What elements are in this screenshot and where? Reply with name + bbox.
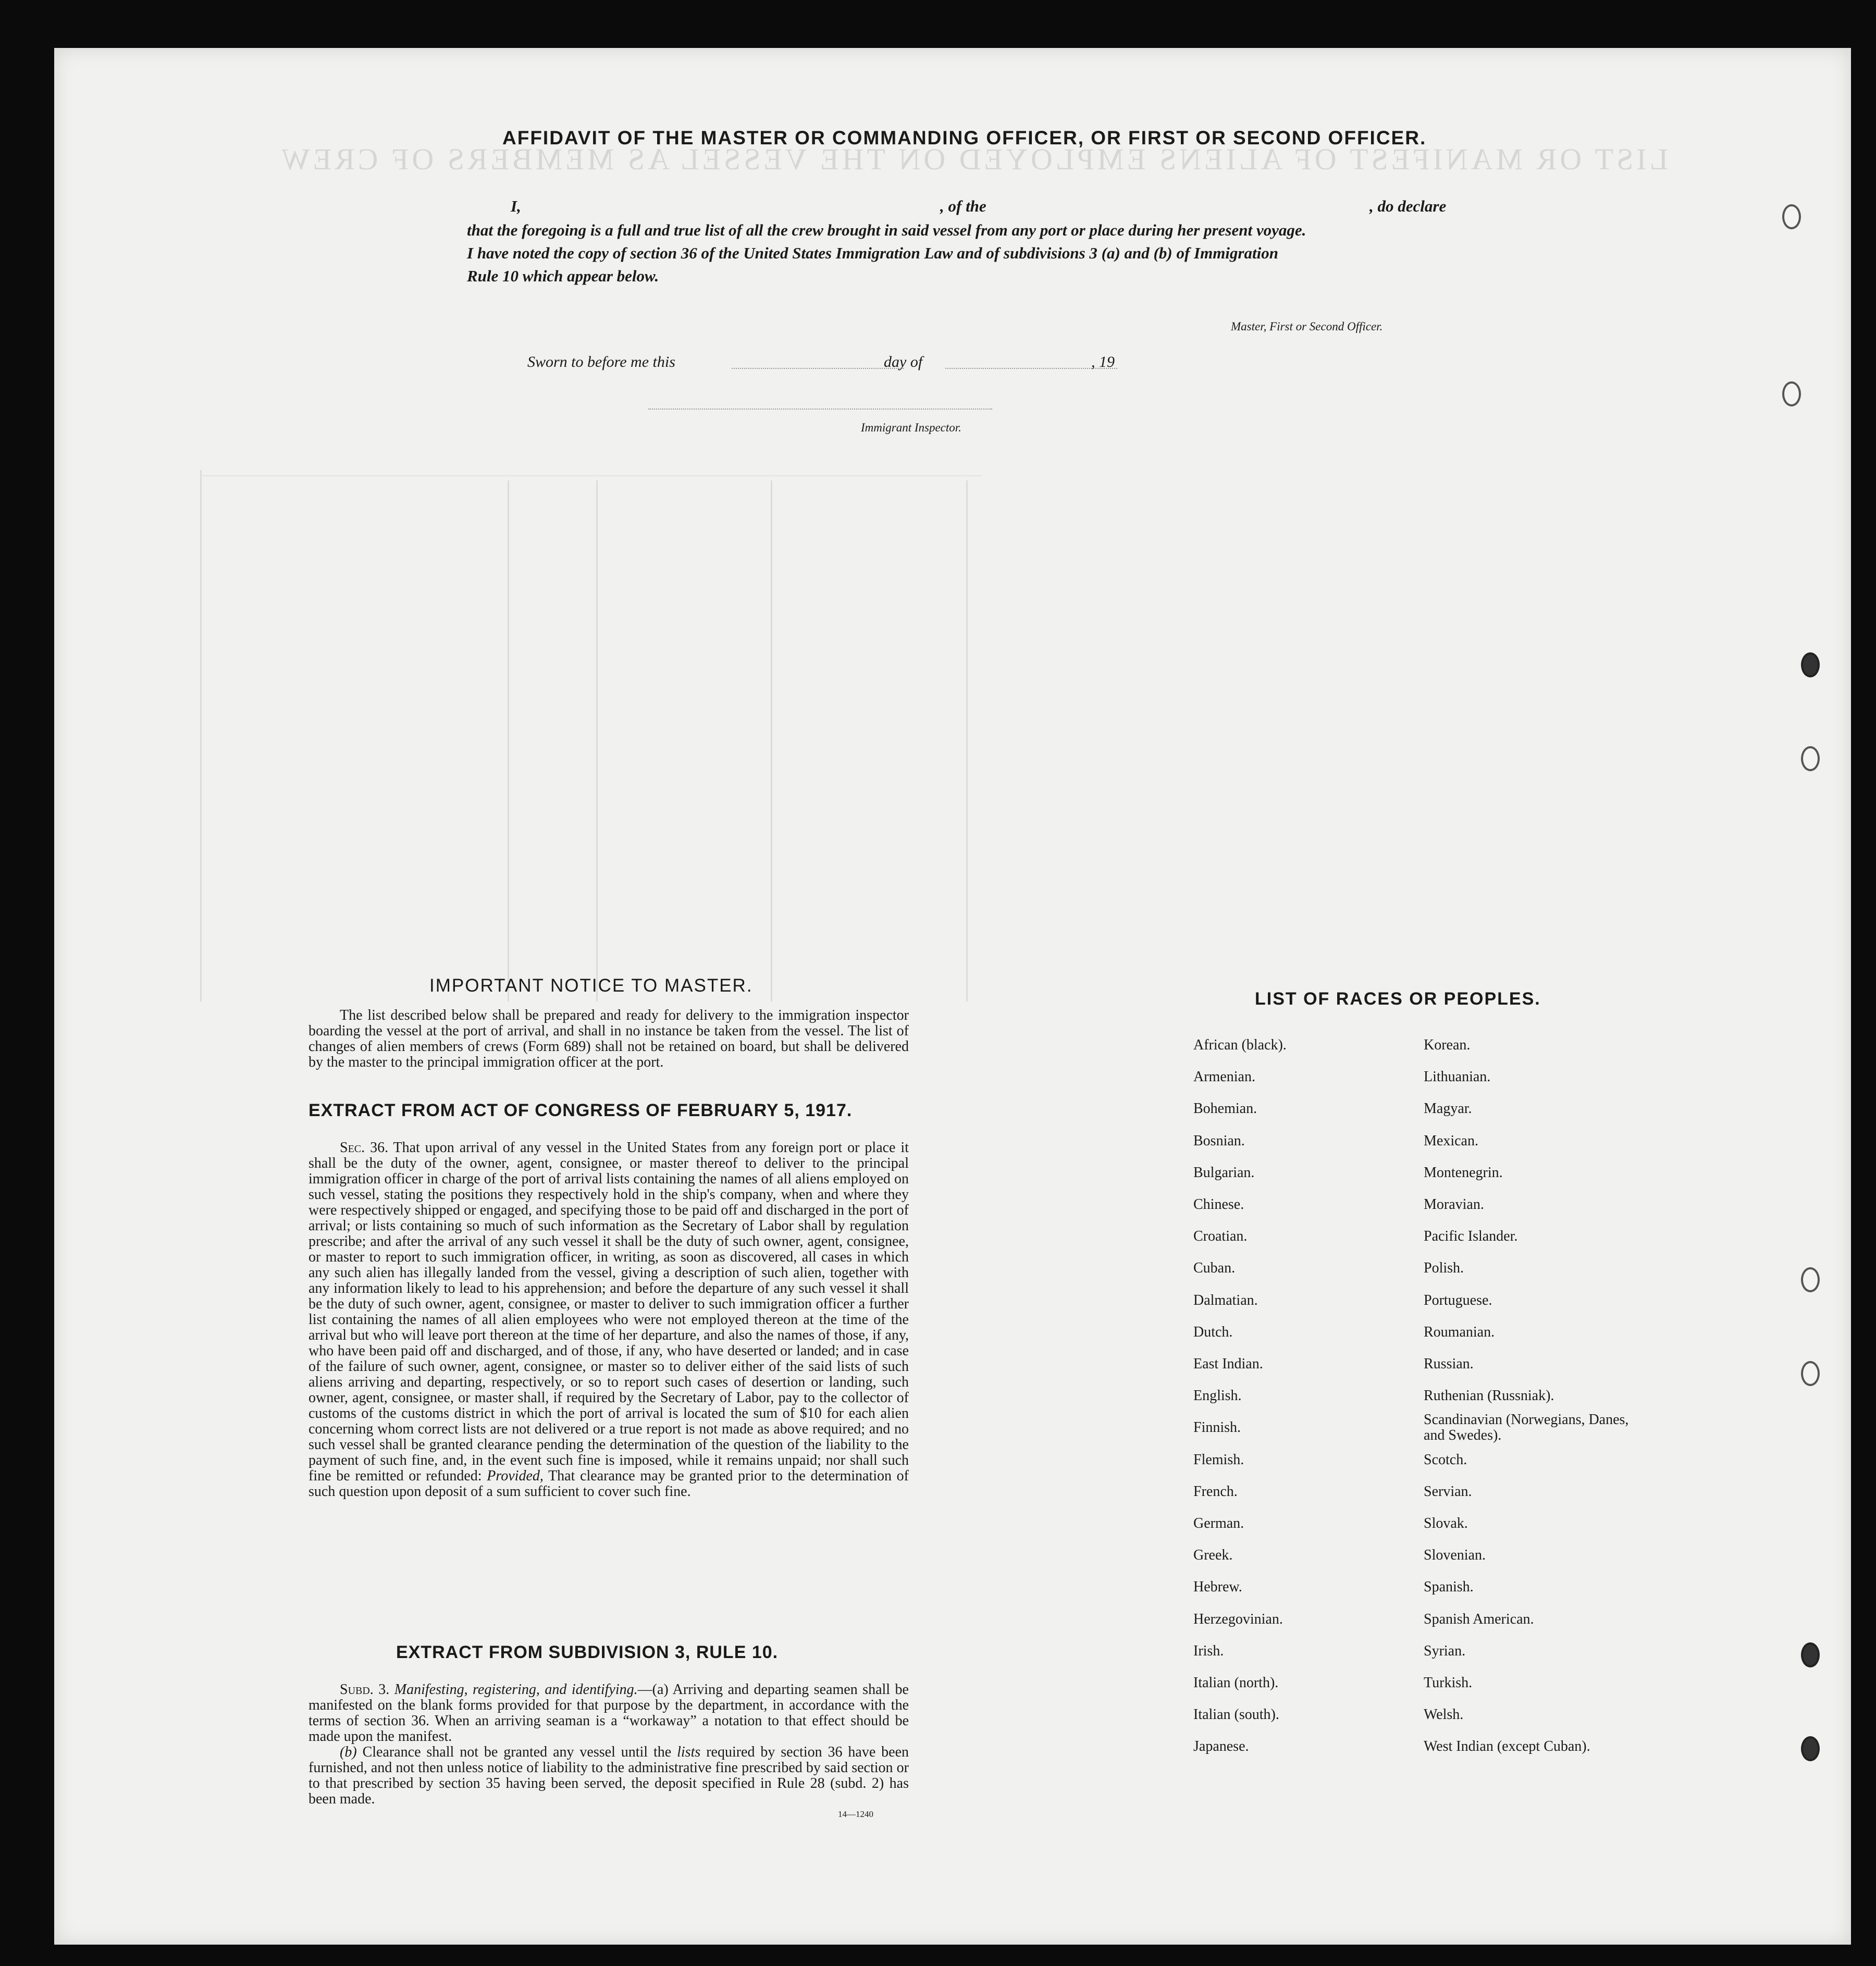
bleed-through-line [596,480,598,1001]
affidavit-line-3: I have noted the copy of section 36 of the United States Immigration Law and of subdivisions 3 (a) and (b) of Immigration [467,244,1278,262]
race-item: Hebrew. [1193,1579,1242,1595]
races-title: LIST OF RACES OR PEOPLES. [1255,989,1541,1009]
race-item: German. [1193,1515,1244,1531]
race-item: Scotch. [1424,1452,1467,1468]
punch-hole [1801,1361,1820,1386]
race-item: West Indian (except Cuban). [1424,1738,1590,1754]
punch-hole [1801,1642,1820,1667]
bleed-through-line [966,480,968,1001]
extract-act-title: EXTRACT FROM ACT OF CONGRESS OF FEBRUARY 5, 1917. [308,1101,853,1120]
punch-hole [1801,1736,1820,1761]
race-item: African (black). [1193,1037,1287,1053]
notice-body: The list described below shall be prepared and ready for delivery to the immigration inspector boarding the vessel at the port of arrival, and shall in no instance be taken from the vessel. The list of changes of alien members of crews (Form 689) shall not be retained on board, but shall be delivered by the master to the principal immigration officer at the port. [308,1007,909,1070]
affidavit-line-2: that the foregoing is a full and true list of all the crew brought in said vessel from any port or place during her present voyage. [467,221,1306,239]
race-item: Polish. [1424,1260,1464,1276]
race-item: Korean. [1424,1037,1471,1053]
race-item: Servian. [1424,1483,1472,1500]
signature-label: Master, First or Second Officer. [1231,320,1383,333]
notice-title: IMPORTANT NOTICE TO MASTER. [429,975,753,996]
affidavit-do-declare: , do declare [1369,197,1447,215]
race-item: Spanish American. [1424,1611,1534,1627]
race-item: Pacific Islander. [1424,1228,1518,1244]
race-item: Ruthenian (Russniak). [1424,1388,1554,1404]
race-item: Syrian. [1424,1643,1466,1659]
race-item: Scandinavian (Norwegians, Danes, and Swedes). [1424,1412,1629,1443]
affidavit-line-4: Rule 10 which appear below. [467,267,659,285]
race-item: Dalmatian. [1193,1292,1258,1308]
race-item: Bohemian. [1193,1101,1257,1117]
race-item: Mexican. [1424,1133,1478,1149]
race-item: Greek. [1193,1547,1233,1563]
race-item: Cuban. [1193,1260,1236,1276]
race-item: Welsh. [1424,1707,1464,1723]
race-item: Turkish. [1424,1675,1473,1691]
punch-hole [1801,746,1820,771]
race-item: Lithuanian. [1424,1069,1491,1085]
race-item: Japanese. [1193,1738,1249,1754]
punch-hole [1801,1267,1820,1292]
race-item: Portuguese. [1424,1292,1492,1308]
extract-rule-para-b: (b) Clearance shall not be granted any vessel until the lists required by section 36 have been furnished, and not then unless notice of liability to the administrative fine prescribed by said section or to that prescribed by section 35 having been served, the deposit specified in Rule 28 (subd. 2) has been made. [308,1744,909,1807]
race-item: Croatian. [1193,1228,1248,1244]
sworn-text: Sworn to before me this [527,353,675,370]
race-item: French. [1193,1483,1238,1500]
affidavit-title: AFFIDAVIT OF THE MASTER OR COMMANDING OFFICER, OR FIRST OR SECOND OFFICER. [502,127,1427,149]
race-item: Flemish. [1193,1452,1244,1468]
affidavit-i: I, [511,197,521,215]
race-item: Moravian. [1424,1196,1484,1213]
punch-hole [1782,381,1801,406]
extract-rule-para-a: Subd. 3. Manifesting, registering, and identifying.—(a) Arriving and departing seamen shall be manifested on the blank forms provided for that purpose by the department, in accordance with the terms of section 36. When an arriving seaman is a “workaway” a notation to that effect should be made upon the manifest. [308,1681,909,1745]
race-item: Bulgarian. [1193,1165,1255,1181]
race-item: English. [1193,1388,1242,1404]
race-item: Finnish. [1193,1419,1241,1436]
year-text: , 19 [1091,353,1115,370]
extract-act-body: Sec. 36. That upon arrival of any vessel in the United States from any foreign port or place it shall be the duty of the owner, agent, consignee, or master thereof to deliver to the principal immigration officer in charge of the port of arrival lists containing the names of all aliens employed on such vessel, stating the positions they respectively hold in the ship's company, when and where they were respectively shipped or engaged, and specifying those to be paid off and discharged in the port of arrival; or lists containing so much of such information as the Secretary of Labor shall by regulation prescribe; and after the arrival of any such vessel it shall be the duty of such owner, agent, consignee, or master to report to such immigration officer, in writing, as soon as discovered, all cases in which any such alien has illegally landed from the vessel, giving a description of such alien, together with any information likely to lead to his apprehension; and before the departure of any such vessel it shall be the duty of such owner, agent, consignee, or master to deliver to such immigration officer a further list containing the names of all alien employees who were not employed thereon at the time of the arrival but who will leave port thereon at the time of her departure, and also the names of those, if any, who have been paid off and discharged, and of those, if any, who have deserted or landed; and in case of the failure of such owner, agent, consignee, or master so to deliver either of the said lists of such aliens arriving and departing, respectively, or so to report such cases of desertion or landing, such owner, agent, consignee, or master shall, if required by the Secretary of Labor, pay to the collector of customs of the customs district in which the port of arrival is located the sum of $10 for each alien concerning whom correct lists are not delivered or a true report is not made as above required; and no such vessel shall be granted clearance pending the determination of the question of the liability to the payment of such fine, and, in the event such fine is imposed, while it remains unpaid; nor shall such fine be remitted or refunded: Provided, That clearance may be granted prior to the determination of such question upon deposit of a sum sufficient to cover such fine. [308,1140,909,1500]
race-item: Italian (south). [1193,1707,1279,1723]
punch-hole [1801,652,1820,677]
race-item: Chinese. [1193,1196,1244,1213]
race-item: Dutch. [1193,1324,1233,1340]
sworn-day-field[interactable] [732,368,904,369]
race-item: Bosnian. [1193,1133,1245,1149]
race-item: Roumanian. [1424,1324,1495,1340]
race-item: Italian (north). [1193,1675,1279,1691]
day-of-text: day of [884,353,923,370]
bleed-through-line [508,480,509,1001]
form-code: 14—1240 [838,1809,873,1819]
bleed-through-text: LIST OR MANIFEST OF ALIENS EMPLOYED ON THE VESSEL AS MEMBERS OF CREW [278,142,1669,176]
bleed-through-line [200,470,202,1001]
race-item: Montenegrin. [1424,1165,1503,1181]
inspector-label: Immigrant Inspector. [861,421,961,434]
race-item: Armenian. [1193,1069,1255,1085]
bleed-through-line [200,475,982,476]
inspector-signature-field[interactable] [648,409,992,410]
race-item: Herzegovinian. [1193,1611,1283,1627]
race-item: Slovenian. [1424,1547,1486,1563]
race-item: Irish. [1193,1643,1224,1659]
bleed-through-line [771,480,772,1001]
race-item: Magyar. [1424,1101,1472,1117]
race-item: Russian. [1424,1356,1474,1372]
extract-rule-title: EXTRACT FROM SUBDIVISION 3, RULE 10. [396,1642,779,1662]
race-item: East Indian. [1193,1356,1263,1372]
affidavit-of-the: , of the [940,197,986,215]
document-sheet [54,48,1851,1945]
race-item: Spanish. [1424,1579,1474,1595]
punch-hole [1782,204,1801,229]
race-item: Slovak. [1424,1515,1468,1531]
